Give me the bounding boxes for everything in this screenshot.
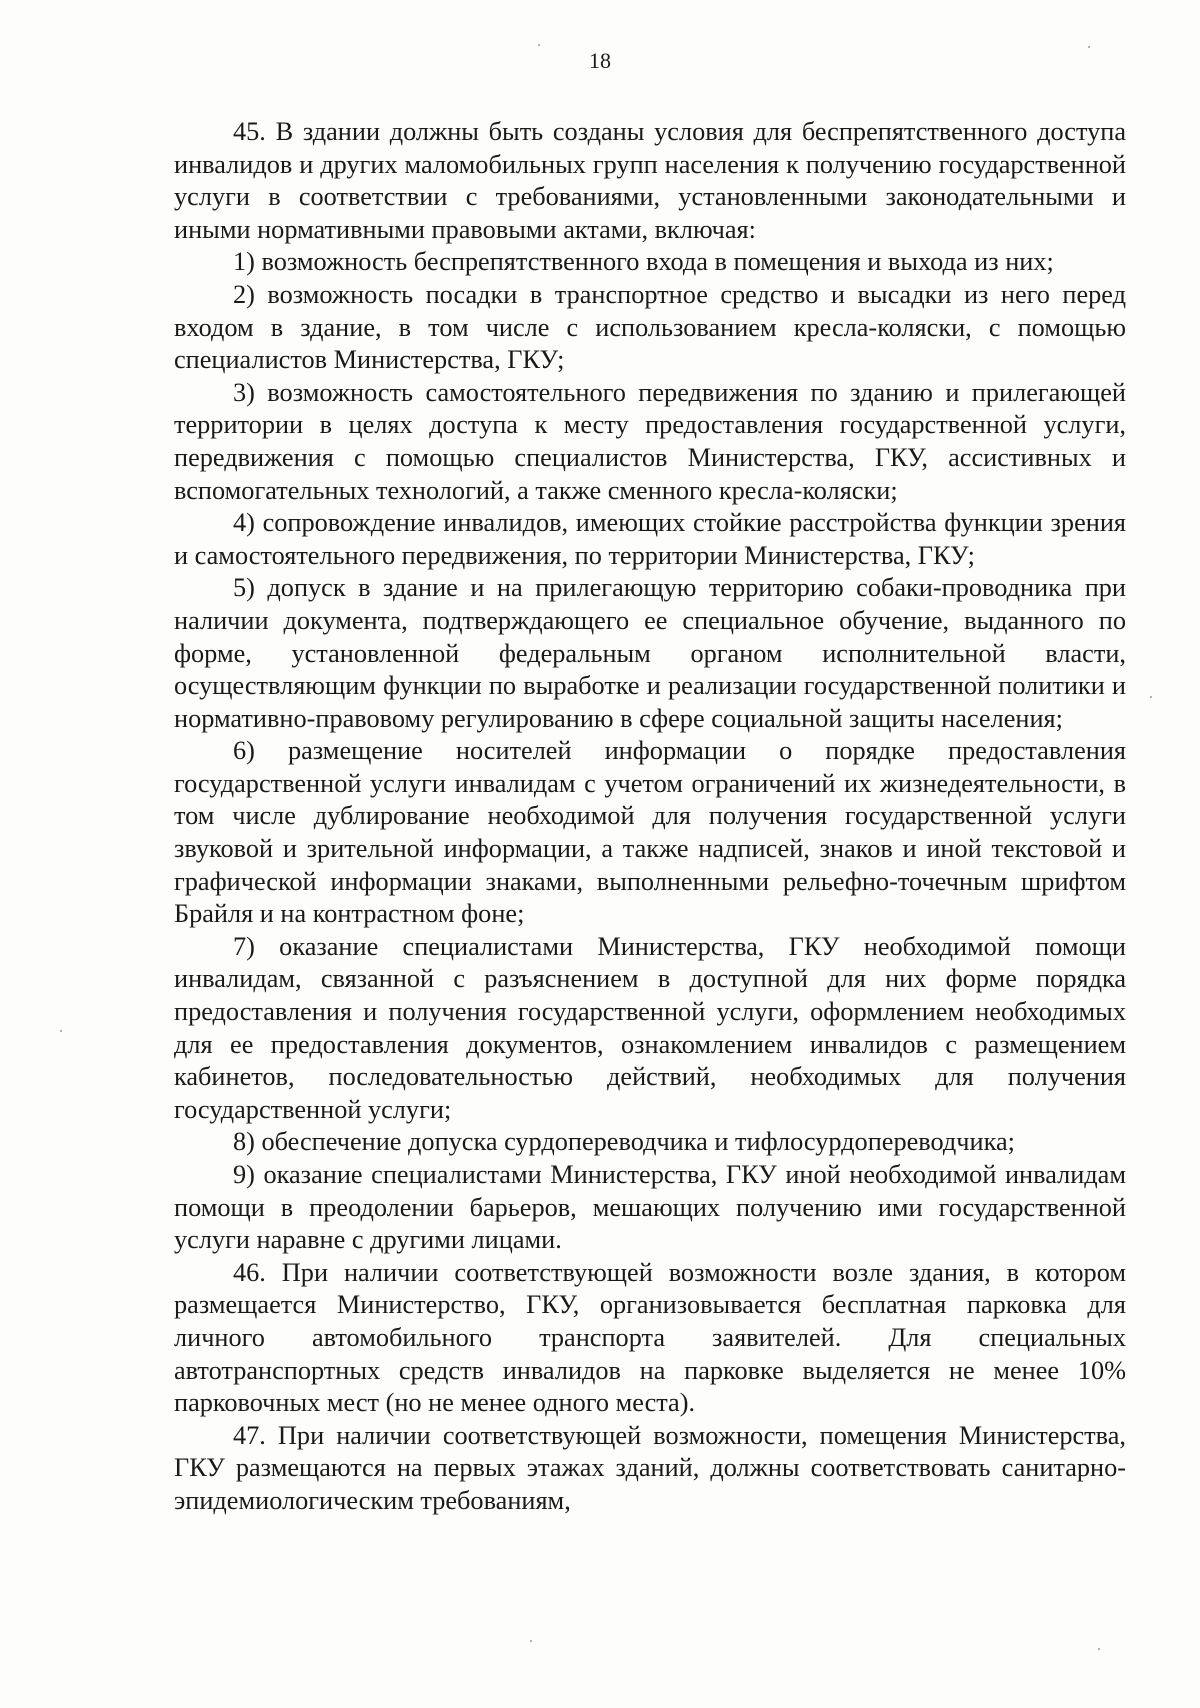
paragraph: 5) допуск в здание и на прилегающую территорию собаки-проводника при наличии документа, подтверждающего ее специальное обучение, выданного по форме, установленной федеральным органом исполнительной власти, осуществляющим функции по выработке и реализации государственной политики и нормативно-правовому регулированию в сфере социальной защиты населения;	[174, 573, 1126, 733]
scan-speck	[1150, 696, 1152, 698]
paragraph: 7) оказание специалистами Министерства, ГКУ необходимой помощи инвалидам, связанной с разъяснением в доступной для них форме порядка предоставления и получения государственной услуги, оформлением необходимых для ее предоставления документов, ознакомлением инвалидов с размещением кабинетов, последовательностью действий, необходимых для получения государственной услуги;	[174, 931, 1126, 1124]
paragraph: 6) размещение носителей информации о порядке предоставления государственной услуги инвалидам с учетом ограничений их жизнедеятельности, в том числе дублирование необходимой для получения государственной услуги звуковой и зрительной информации, а также надписей, знаков и иной текстовой и графической информации знаками, выполненными рельефно-точечным шрифтом Брайля и на контрастном фоне;	[174, 736, 1126, 929]
paragraph: 46. При наличии соответствующей возможности возле здания, в котором размещается Министерство, ГКУ, организовывается бесплатная парковка для личного автомобильного транспорта заявителей. Для специальных автотранспортных средств инвалидов на парковке выделяется не менее 10% парковочных мест (но не менее одного места).	[174, 1257, 1126, 1418]
paragraph: 3) возможность самостоятельного передвижения по зданию и прилегающей территории в целях доступа к месту предоставления государственной услуги, передвижения с помощью специалистов Министерства, ГКУ, ассистивных и вспомогательных технологий, а также сменного кресла-коляски;	[174, 377, 1126, 505]
paragraph: 47. При наличии соответствующей возможности, помещения Министерства, ГКУ размещаются на первых этажах зданий, должны соответствовать санитарно-эпидемиологическим требованиям,	[174, 1420, 1126, 1515]
paragraph: 4) сопровождение инвалидов, имеющих стойкие расстройства функции зрения и самостоятельного передвижения, по территории Министерства, ГКУ;	[174, 508, 1126, 570]
paragraph: 1) возможность беспрепятственного входа в помещения и выхода из них;	[233, 247, 1054, 277]
scan-speck	[530, 1640, 532, 1642]
paragraph: 8) обеспечение допуска сурдопереводчика и тифлосурдопереводчика;	[233, 1127, 1015, 1157]
paragraph: 45. В здании должны быть созданы условия для беспрепятственного доступа инвалидов и других маломобильных групп населения к получению государственной услуги в соответствии с требованиями, установленными законодательными и иными нормативными правовыми актами, включая:	[174, 117, 1126, 244]
paragraph: 9) оказание специалистами Министерства, ГКУ иной необходимой инвалидам помощи в преодолении барьеров, мешающих получению ими государственной услуги наравне с другими лицами.	[174, 1160, 1126, 1255]
scan-speck	[60, 1030, 62, 1032]
page-number: 18	[589, 48, 611, 73]
scan-speck	[1098, 1648, 1100, 1650]
paragraph: 2) возможность посадки в транспортное средство и высадки из него перед входом в здание, в том числе с использованием кресла-коляски, с помощью специалистов Министерства, ГКУ;	[174, 279, 1126, 375]
document-body	[174, 116, 1126, 1518]
